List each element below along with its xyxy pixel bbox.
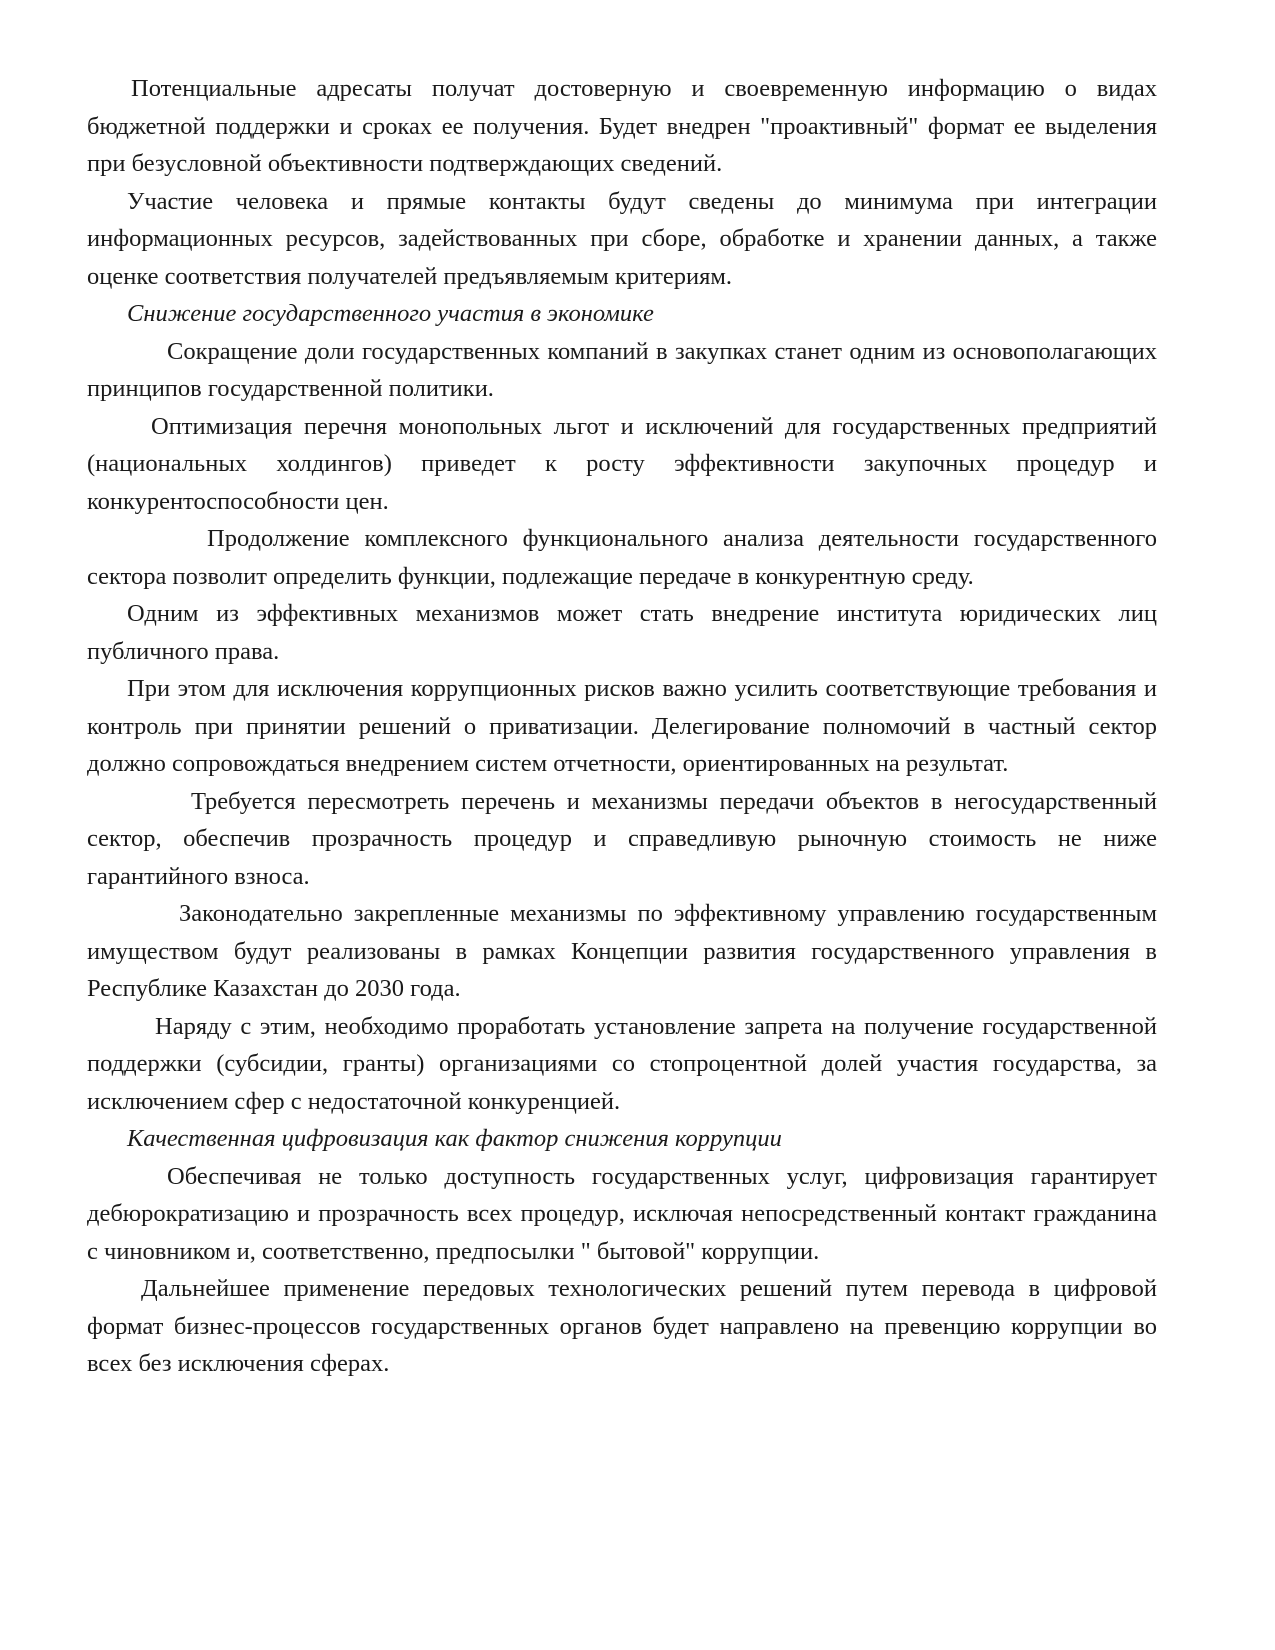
paragraph-functional-analysis: Продолжение комплексного функционального анализа деятельности государственного сектора позволит определить функции, подлежащие передаче в конкурентную среду.: [87, 525, 1157, 590]
paragraph-public-law-entities: Одним из эффективных механизмов может стать внедрение института юридических лиц публичного права.: [87, 600, 1157, 665]
paragraph-budget-support: Потенциальные адресаты получат достоверную и своевременную информацию о видах бюджетной поддержки и сроках ее получения. Будет внедрен "проактивный" формат ее выделения при безусловной объективности подтверждающих сведений.: [87, 75, 1157, 177]
paragraph-human-participation: Участие человека и прямые контакты будут сведены до минимума при интеграции информационных ресурсов, задействованных при сборе, обработке и хранении данных, а также оценке соответствия получателей предъявляемым критериям.: [87, 187, 1157, 290]
section-heading-digitalization: Качественная цифровизация как фактор снижения коррупции: [127, 1125, 782, 1152]
paragraph-support-ban: Наряду с этим, необходимо проработать установление запрета на получение государственной поддержки (субсидии, гранты) организациями со стопроцентной долей участия государства, за исключением сфер с недостаточной конкуренцией.: [87, 1012, 1157, 1115]
paragraph-transfer-objects: Требуется пересмотреть перечень и механизмы передачи объектов в негосударственный сектор, обеспечив прозрачность процедур и справедливую рыночную стоимость не ниже гарантийного взноса.: [87, 787, 1157, 890]
section-heading-state-participation: Снижение государственного участия в экономике: [127, 300, 654, 327]
paragraph-state-companies-share: Сокращение доли государственных компаний в закупках станет одним из основополагающих принципов государственной политики.: [87, 337, 1157, 402]
paragraph-advanced-technologies: Дальнейшее применение передовых технологических решений путем перевода в цифровой формат бизнес-процессов государственных органов будет направлено на превенцию коррупции во всех без исключения сферах.: [87, 1275, 1157, 1377]
paragraph-monopoly-benefits: Оптимизация перечня монопольных льгот и исключений для государственных предприятий (национальных холдингов) приведет к росту эффективности закупочных процедур и конкурентоспособности цен.: [87, 412, 1157, 515]
paragraph-privatization-control: При этом для исключения коррупционных рисков важно усилить соответствующие требования и контроль при принятии решений о приватизации. Делегирование полномочий в частный сектор должно сопровождаться внедрением систем отчетности, ориентированных на результат.: [87, 675, 1157, 777]
paragraph-property-management: Законодательно закрепленные механизмы по эффективному управлению государственным имуществом будут реализованы в рамках Концепции развития государственного управления в Республике Казахстан до 2030 года.: [87, 900, 1157, 1002]
paragraph-digitalization-transparency: Обеспечивая не только доступность государственных услуг, цифровизация гарантирует дебюрократизацию и прозрачность всех процедур, исключая непосредственный контакт гражданина с чиновником и, соответственно, предпосылки " бытовой" коррупции.: [87, 1162, 1157, 1265]
